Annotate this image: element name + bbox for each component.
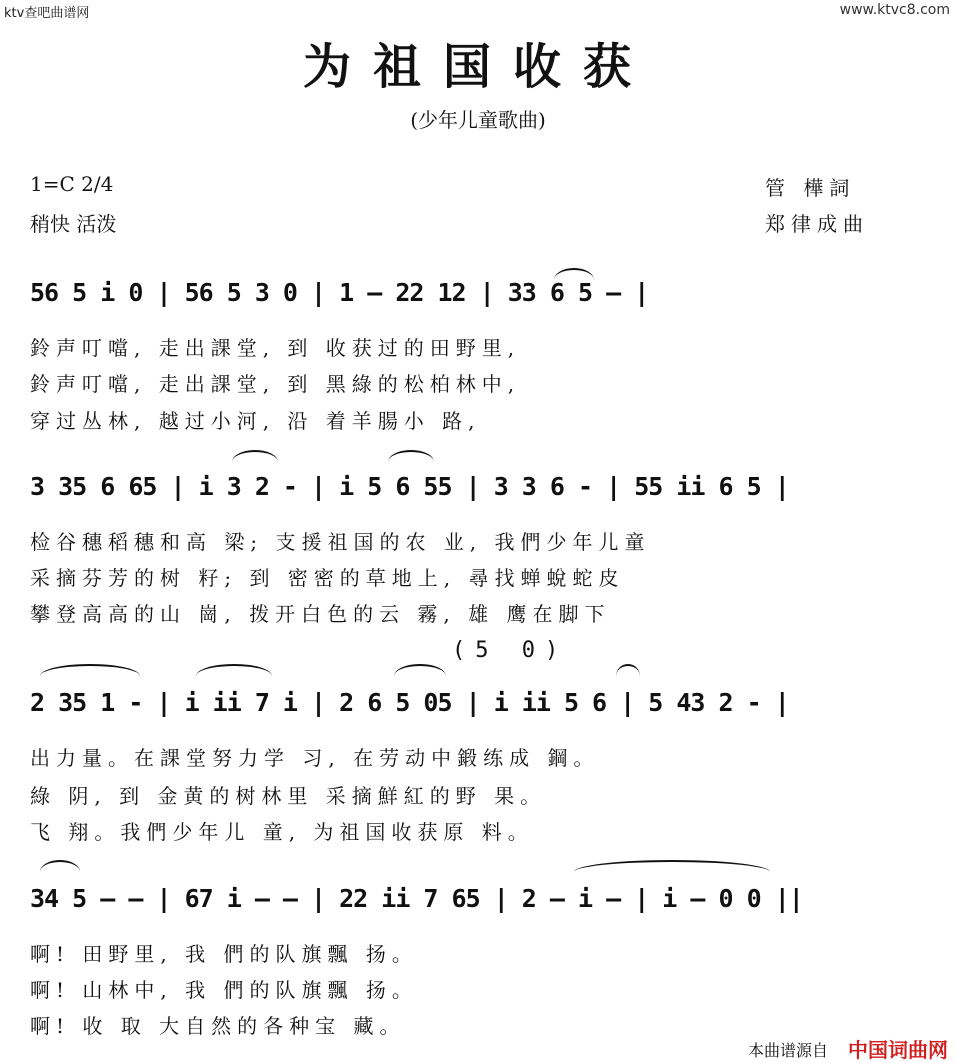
lyric-line: 啊! 山林中, 我 們的队旗飄 扬。 xyxy=(30,978,418,1002)
key-signature: 1=C 2/4 xyxy=(30,172,114,196)
song-title: 为祖国收获 xyxy=(302,39,653,95)
tempo-marking: 稍快 活泼 xyxy=(30,212,117,236)
notation-text: 34 5 — — | 67 i — — | 22 ii 7 65 | 2 — i — | i — 0 0 || xyxy=(30,884,803,913)
notation-text: 2 35 1 - | i ii 7 i | 2 6 5 05 | i ii 5 6 | 5 43 2 - | xyxy=(30,688,789,717)
notation-row-3 xyxy=(30,688,930,728)
lyric-line: 鈴声叮噹, 走出課堂, 到 收获过的田野里, xyxy=(30,336,521,360)
notation-row-2 xyxy=(30,472,930,512)
lyric-line: 鈴声叮噹, 走出課堂, 到 黑綠的松柏林中, xyxy=(30,372,521,396)
song-subtitle: (少年儿童歌曲) xyxy=(410,108,546,132)
notation-text: 56 5 i 0 | 56 5 3 0 | 1 — 22 12 | 33 6 5 — | xyxy=(30,278,649,307)
lyric-line: 出力量。在課堂努力学 习, 在劳动中鍛练成 鋼。 xyxy=(30,746,600,770)
lyricist-credit: 管 樺詞 xyxy=(765,176,856,200)
lyric-line: 啊! 收 取 大自然的各种宝 藏。 xyxy=(30,1014,406,1038)
slur-arc xyxy=(574,860,770,872)
slur-arc xyxy=(40,664,140,676)
notation-row-1 xyxy=(30,278,930,318)
slur-arc xyxy=(232,450,278,462)
slur-arc xyxy=(40,860,80,872)
notation-text: 3 35 6 65 | i 3 2 - | i 5 6 55 | 3 3 6 - | 55 ii 6 5 | xyxy=(30,472,789,501)
slur-arc xyxy=(554,268,594,280)
watermark-left: ktv查吧曲谱网 xyxy=(4,6,90,21)
composer-credit: 郑律成曲 xyxy=(765,212,869,236)
lyric-line: 飞 翔。我們少年儿 童, 为祖国收获原 料。 xyxy=(30,820,534,844)
footer-source: 本曲谱源自 xyxy=(748,1041,829,1060)
slur-arc xyxy=(616,664,640,676)
lyric-line: 啊! 田野里, 我 們的队旗飄 扬。 xyxy=(30,942,418,966)
lyric-line: 綠 阴, 到 金黄的树林里 采摘鮮紅的野 果。 xyxy=(30,784,547,808)
lyric-line: 采摘芬芳的树 籽; 到 密密的草地上, 尋找蝉蛻蛇皮 xyxy=(30,566,625,590)
slur-arc xyxy=(388,450,434,462)
watermark-right: www.ktvc8.com xyxy=(839,2,950,18)
notation-row-4 xyxy=(30,884,930,924)
lyric-line: 攀登高高的山 崗, 拨开白色的云 霧, 雄 鹰在脚下 xyxy=(30,602,611,626)
slur-arc xyxy=(394,664,446,676)
footer-site: 中国词曲网 xyxy=(848,1038,948,1062)
lyric-line: 检谷穗稻穗和高 梁; 支援祖国的农 业, 我們少年儿童 xyxy=(30,530,651,554)
annotation-rest: (5 0) xyxy=(452,638,569,663)
lyric-line: 穿过丛林, 越过小河, 沿 着羊腸小 路, xyxy=(30,409,481,433)
slur-arc xyxy=(196,664,272,676)
